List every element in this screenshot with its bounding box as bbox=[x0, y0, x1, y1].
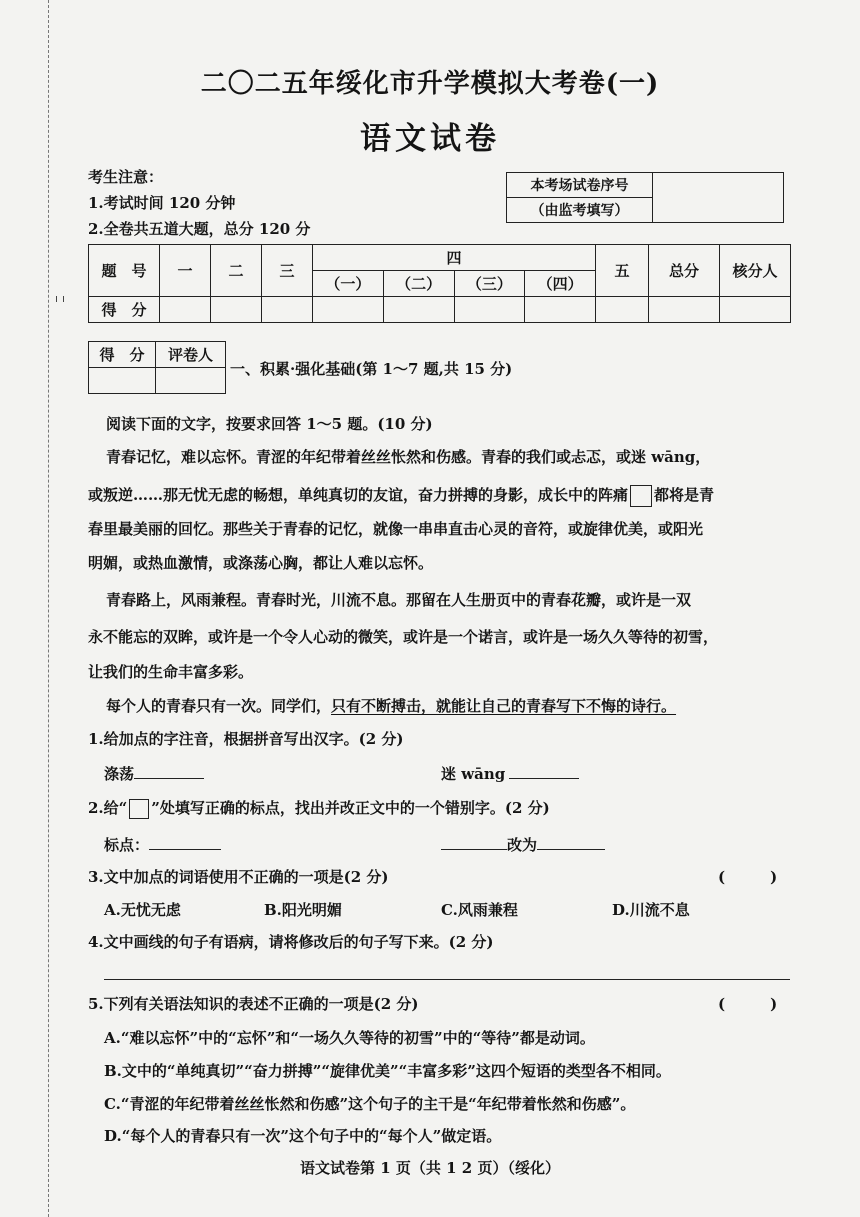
q4-answer-line[interactable] bbox=[104, 979, 790, 980]
q5-answer-parens[interactable]: ( ) bbox=[718, 995, 778, 1013]
serial-label-2: （由监考填写） bbox=[507, 198, 653, 223]
q2-punctuation bbox=[104, 834, 221, 855]
score-col-5: 五 bbox=[596, 245, 649, 297]
q2-wrong-char-answer[interactable] bbox=[441, 849, 507, 850]
q2-punctuation-label: 标点： bbox=[104, 836, 150, 854]
q1-item-a bbox=[104, 763, 204, 784]
passage-p1-line1: 青春记忆，难以忘怀。青涩的年纪带着丝丝怅然和伤感。青春的我们或忐忑，或迷 wāng， bbox=[106, 448, 711, 466]
score-subcol-4: （四） bbox=[525, 271, 596, 297]
score-col-total: 总分 bbox=[649, 245, 720, 297]
underlined-sentence: 只有不断搏击，就能让自己的青春写下不悔的诗行。 bbox=[331, 697, 677, 715]
score-cell[interactable] bbox=[211, 297, 262, 323]
passage-p1-line3: 春里最美丽的回忆。那些关于青春的记忆，就像一串串直击心灵的音符，或旋律优美，或阳光 bbox=[88, 520, 704, 538]
score-cell[interactable] bbox=[596, 297, 649, 323]
binding-margin-line bbox=[48, 0, 49, 1217]
score-cell[interactable] bbox=[525, 297, 596, 323]
reading-intro: 阅读下面的文字，按要求回答 1～5 题。(10 分) bbox=[106, 415, 433, 433]
q1-answer-b[interactable] bbox=[509, 778, 579, 779]
q5-option-c[interactable]: C.“青涩的年纪带着丝丝怅然和伤感”这个句子的主干是“年纪带着怅然和伤感”。 bbox=[104, 1095, 636, 1113]
q2-punctuation-answer[interactable] bbox=[149, 849, 221, 850]
notice-item-time: 1.考试时间 120 分钟 bbox=[88, 194, 236, 212]
notice-heading: 考生注意： bbox=[88, 168, 164, 186]
q3-answer-parens[interactable]: ( ) bbox=[718, 868, 778, 886]
score-cell[interactable] bbox=[160, 297, 211, 323]
score-table bbox=[88, 244, 791, 323]
score-col-1: 一 bbox=[160, 245, 211, 297]
passage-p3 bbox=[106, 695, 676, 716]
passage-p1-line2 bbox=[88, 484, 714, 507]
passage-p2-line3: 让我们的生命丰富多彩。 bbox=[88, 663, 254, 681]
binding-margin-mark bbox=[56, 296, 64, 302]
passage-p1-line2-end: 都将是青 bbox=[654, 486, 715, 504]
score-cell[interactable] bbox=[313, 297, 384, 323]
q2-correct-char-answer[interactable] bbox=[537, 849, 605, 850]
passage-p1-line4: 明媚，或热血激情，或涤荡心胸，都让人难以忘怀。 bbox=[88, 554, 434, 572]
grader-name-label: 评卷人 bbox=[156, 342, 226, 368]
q2-text-start: 2.给“ bbox=[88, 799, 128, 817]
grader-score-cell[interactable] bbox=[89, 368, 156, 394]
q2-box-symbol bbox=[129, 799, 149, 819]
grader-box bbox=[88, 341, 226, 394]
score-col-title: 题 号 bbox=[89, 245, 160, 297]
score-cell[interactable] bbox=[383, 297, 454, 323]
score-cell[interactable] bbox=[649, 297, 720, 323]
q2-fix-label: 改为 bbox=[507, 836, 538, 854]
punctuation-blank-box[interactable] bbox=[630, 485, 652, 507]
passage-p2-line2: 永不能忘的双眸，或许是一个令人心动的微笑，或许是一个诺言，或许是一场久久等待的初雪， bbox=[88, 628, 719, 646]
question-3: 3.文中加点的词语使用不正确的一项是(2 分) bbox=[88, 868, 389, 886]
score-cell[interactable] bbox=[720, 297, 791, 323]
q3-option-d[interactable]: D.川流不息 bbox=[612, 901, 690, 919]
q3-option-b[interactable]: B.阳光明媚 bbox=[264, 901, 342, 919]
q5-option-d[interactable]: D.“每个人的青春只有一次”这个句子中的“每个人”做定语。 bbox=[104, 1127, 502, 1145]
score-subcol-3: （三） bbox=[454, 271, 525, 297]
section-title: 一、积累·强化基础(第 1～7 题,共 15 分) bbox=[230, 360, 513, 378]
q1-item-b bbox=[441, 763, 579, 784]
grader-score-label: 得 分 bbox=[89, 342, 156, 368]
score-col-checker: 核分人 bbox=[720, 245, 791, 297]
score-cell[interactable] bbox=[454, 297, 525, 323]
question-2 bbox=[88, 797, 550, 819]
question-1: 1.给加点的字注音，根据拼音写出汉字。(2 分) bbox=[88, 730, 404, 748]
serial-number-field[interactable] bbox=[653, 173, 784, 223]
q3-option-a[interactable]: A.无忧无虑 bbox=[104, 901, 181, 919]
passage-p1-line2-text: 或叛逆……那无忧无虑的畅想，单纯真切的友谊，奋力拼搏的身影，成长中的阵痛 bbox=[88, 486, 629, 504]
score-col-3: 三 bbox=[262, 245, 313, 297]
score-col-4-group: 四 bbox=[313, 245, 596, 271]
q1-item-a-label: 涤荡 bbox=[104, 765, 135, 783]
score-cell[interactable] bbox=[262, 297, 313, 323]
notice-item-score: 2.全卷共五道大题，总分 120 分 bbox=[88, 220, 311, 238]
page-footer: 语文试卷第 1 页（共 1 2 页）（绥化） bbox=[300, 1159, 560, 1177]
score-col-2: 二 bbox=[211, 245, 262, 297]
question-4: 4.文中画线的句子有语病，请将修改后的句子写下来。(2 分) bbox=[88, 933, 494, 951]
serial-label-1: 本考场试卷序号 bbox=[507, 173, 653, 198]
question-5: 5.下列有关语法知识的表述不正确的一项是(2 分) bbox=[88, 995, 419, 1013]
score-subcol-1: （一） bbox=[313, 271, 384, 297]
score-subcol-2: （二） bbox=[383, 271, 454, 297]
score-row-label: 得 分 bbox=[89, 297, 160, 323]
serial-number-box bbox=[506, 172, 784, 223]
grader-name-cell[interactable] bbox=[156, 368, 226, 394]
passage-p3-start: 每个人的青春只有一次。同学们， bbox=[106, 697, 332, 715]
q1-item-b-label: 迷 wāng bbox=[441, 765, 506, 783]
passage-p2-line1: 青春路上，风雨兼程。青春时光，川流不息。那留在人生册页中的青春花瓣，或许是一双 bbox=[106, 591, 692, 609]
q2-correction bbox=[441, 834, 605, 855]
exam-subtitle: 语文试卷 bbox=[360, 121, 500, 157]
q5-option-b[interactable]: B.文中的“单纯真切”“奋力拼搏”“旋律优美”“丰富多彩”这四个短语的类型各不相同。 bbox=[104, 1062, 671, 1080]
q3-option-c[interactable]: C.风雨兼程 bbox=[441, 901, 518, 919]
q1-answer-a[interactable] bbox=[134, 778, 204, 779]
exam-title: 二〇二五年绥化市升学模拟大考卷(一) bbox=[200, 69, 660, 99]
q5-option-a[interactable]: A.“难以忘怀”中的“忘怀”和“一场久久等待的初雪”中的“等待”都是动词。 bbox=[104, 1029, 595, 1047]
q2-text-end: ”处填写正确的标点，找出并改正文中的一个错别字。(2 分) bbox=[151, 799, 550, 817]
